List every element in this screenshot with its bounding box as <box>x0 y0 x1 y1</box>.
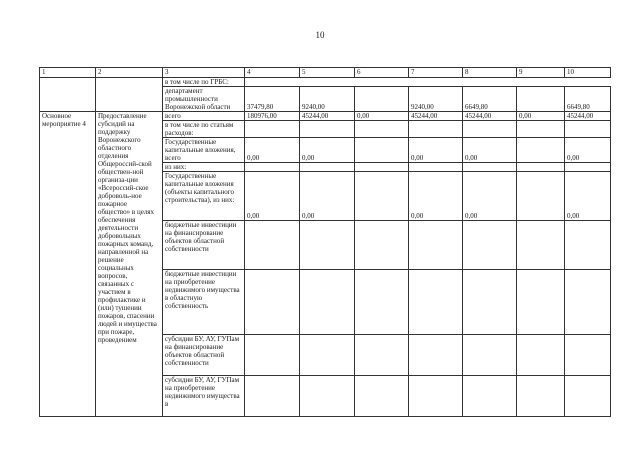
empty-cell <box>40 78 96 112</box>
budget-table <box>39 67 611 417</box>
value-cell <box>300 121 355 138</box>
value-cell <box>300 163 355 172</box>
value-cell <box>565 221 611 270</box>
value-cell <box>355 335 409 376</box>
grbs-label: в том числе по ГРБС: <box>163 78 245 87</box>
value-cell <box>463 270 517 335</box>
row-label: субсидии БУ, АУ, ГУПам на финансирование объектов областной собственности <box>163 335 245 376</box>
activity-name: Основное мероприятие 4 <box>40 112 96 417</box>
value-cell: 9240,00 <box>300 87 355 112</box>
value-cell <box>409 163 463 172</box>
row-label: всего <box>163 112 245 121</box>
value-cell <box>463 121 517 138</box>
value-cell: 0,00 <box>355 112 409 121</box>
value-cell: 45244,00 <box>300 112 355 121</box>
header-cell: 4 <box>245 68 300 78</box>
value-cell <box>463 335 517 376</box>
table-row <box>40 112 611 121</box>
value-cell <box>517 376 565 417</box>
value-cell: 0,00 <box>463 172 517 221</box>
row-label: в том числе по статьям расходов: <box>163 121 245 138</box>
grbs-dept: департамент промышленности Воронежской области <box>163 87 245 112</box>
row-label: Государственные капитальные вложения, всего <box>163 138 245 163</box>
value-cell <box>517 270 565 335</box>
value-cell: 0,00 <box>300 172 355 221</box>
activity-description: Предоставление субсидий на поддержку Воронежского областного отделения Общероссий-ской обществен-ной организа-ции «Всероссий-ское доброволь-ное пожарное общество» в целях обеспечения деятельности добровольных пожарных команд, направленной на решение социальных вопросов, связанных с участием в профилактике и (или) тушении пожаров, спасении людей и имущества при пожаре, проведением <box>96 112 163 417</box>
value-cell: 45244,00 <box>565 112 611 121</box>
value-cell <box>517 87 565 112</box>
value-cell <box>245 163 300 172</box>
value-cell <box>245 270 300 335</box>
row-label: субсидии БУ, АУ, ГУПам на приобретение недвижимого имущества в <box>163 376 245 417</box>
value-cell <box>517 221 565 270</box>
value-cell: 0,00 <box>245 138 300 163</box>
value-cell <box>517 138 565 163</box>
value-cell <box>517 172 565 221</box>
header-cell: 9 <box>517 68 565 78</box>
value-cell: 0,00 <box>245 172 300 221</box>
value-cell: 0,00 <box>409 172 463 221</box>
header-cell: 5 <box>300 68 355 78</box>
row-label: бюджетные инвестиции на финансирование объектов областной собственности <box>163 221 245 270</box>
value-cell <box>355 138 409 163</box>
value-cell <box>517 335 565 376</box>
header-cell: 3 <box>163 68 245 78</box>
value-cell <box>245 221 300 270</box>
empty-cell <box>245 78 611 87</box>
value-cell: 0,00 <box>565 138 611 163</box>
row-label: Государственные капитальные вложения (объекты капитального строительства), из них: <box>163 172 245 221</box>
row-label: бюджетные инвестиции на приобретение недвижимого имущества в областную собственность <box>163 270 245 335</box>
value-cell <box>300 270 355 335</box>
value-cell: 37479,80 <box>245 87 300 112</box>
value-cell: 6649,80 <box>565 87 611 112</box>
header-cell: 7 <box>409 68 463 78</box>
value-cell <box>409 270 463 335</box>
header-cell: 1 <box>40 68 96 78</box>
value-cell <box>355 87 409 112</box>
value-cell <box>517 121 565 138</box>
value-cell <box>245 376 300 417</box>
value-cell: 45244,00 <box>409 112 463 121</box>
header-cell: 2 <box>96 68 163 78</box>
value-cell: 180976,00 <box>245 112 300 121</box>
value-cell <box>355 376 409 417</box>
header-cell: 8 <box>463 68 517 78</box>
value-cell <box>409 221 463 270</box>
value-cell <box>300 221 355 270</box>
value-cell <box>463 221 517 270</box>
header-row <box>40 68 611 78</box>
grbs-label-row <box>40 78 611 87</box>
value-cell <box>565 163 611 172</box>
row-label: из них: <box>163 163 245 172</box>
value-cell <box>565 376 611 417</box>
page-number: 10 <box>315 30 325 40</box>
header-cell: 6 <box>355 68 409 78</box>
value-cell <box>409 335 463 376</box>
value-cell <box>565 335 611 376</box>
value-cell: 45244,00 <box>463 112 517 121</box>
value-cell <box>300 335 355 376</box>
value-cell: 0,00 <box>517 112 565 121</box>
value-cell <box>463 163 517 172</box>
value-cell <box>245 335 300 376</box>
value-cell <box>463 376 517 417</box>
value-cell: 6649,80 <box>463 87 517 112</box>
value-cell: 0,00 <box>463 138 517 163</box>
header-cell: 10 <box>565 68 611 78</box>
value-cell <box>355 270 409 335</box>
empty-cell <box>96 78 163 112</box>
value-cell: 0,00 <box>300 138 355 163</box>
value-cell <box>565 121 611 138</box>
value-cell <box>355 121 409 138</box>
value-cell <box>245 121 300 138</box>
value-cell <box>517 163 565 172</box>
value-cell <box>355 163 409 172</box>
value-cell: 9240,00 <box>409 87 463 112</box>
value-cell <box>300 376 355 417</box>
value-cell <box>409 121 463 138</box>
value-cell: 0,00 <box>565 172 611 221</box>
value-cell <box>565 270 611 335</box>
value-cell <box>355 172 409 221</box>
value-cell <box>409 376 463 417</box>
value-cell: 0,00 <box>409 138 463 163</box>
value-cell <box>355 221 409 270</box>
